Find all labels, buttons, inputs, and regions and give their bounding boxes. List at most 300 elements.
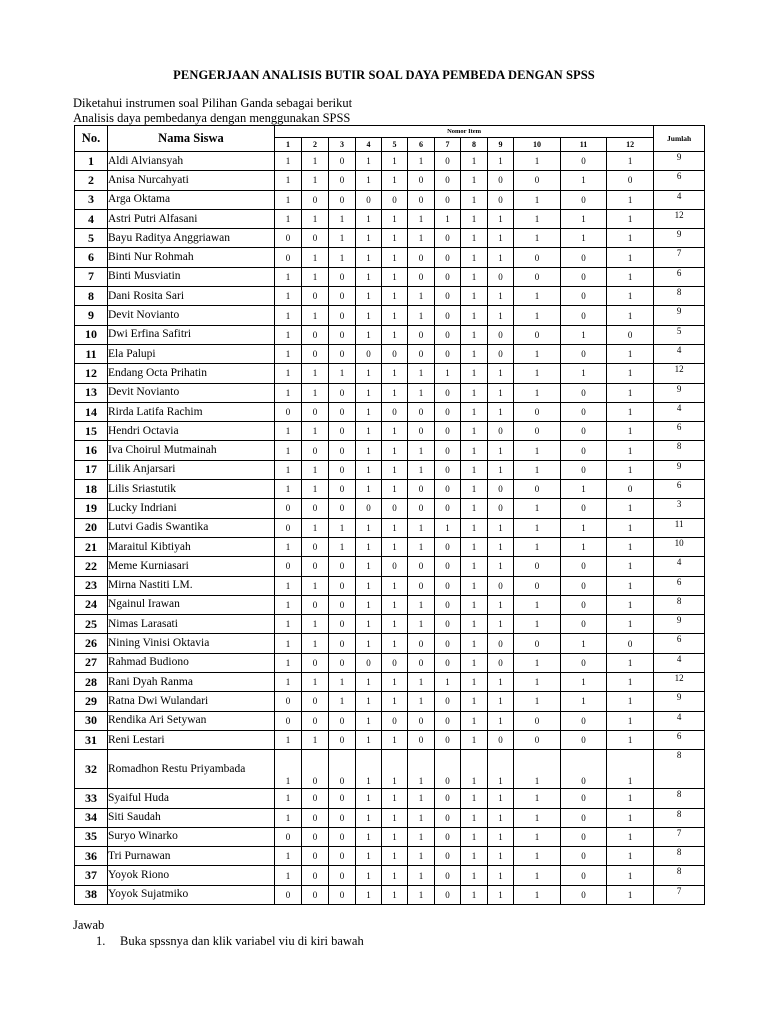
score-cell: 0: [329, 789, 356, 808]
row-number: 20: [75, 518, 108, 537]
header-item-6: 6: [408, 138, 435, 152]
score-cell: 1: [356, 576, 382, 595]
student-name: Lucky Indriani: [108, 499, 275, 518]
student-name: Rirda Latifa Rachim: [108, 402, 275, 421]
score-cell: 0: [302, 866, 329, 885]
score-cell: 1: [435, 364, 461, 383]
score-cell: 0: [514, 730, 561, 749]
score-cell: 1: [356, 306, 382, 325]
row-total: 6: [654, 576, 705, 595]
score-cell: 1: [356, 422, 382, 441]
score-cell: 1: [275, 576, 302, 595]
score-cell: 1: [514, 441, 561, 460]
score-cell: 1: [356, 750, 382, 789]
header-item-2: 2: [302, 138, 329, 152]
score-cell: 1: [488, 557, 514, 576]
score-cell: 1: [302, 248, 329, 267]
score-cell: 0: [488, 576, 514, 595]
score-cell: 0: [435, 171, 461, 190]
score-cell: 0: [435, 653, 461, 672]
score-cell: 1: [607, 306, 654, 325]
score-cell: 0: [435, 422, 461, 441]
score-cell: 1: [488, 866, 514, 885]
score-cell: 1: [488, 460, 514, 479]
score-cell: 0: [561, 576, 607, 595]
row-total: 9: [654, 229, 705, 248]
score-cell: 1: [329, 209, 356, 228]
score-cell: 1: [607, 711, 654, 730]
score-cell: 0: [435, 847, 461, 866]
score-cell: 0: [561, 287, 607, 306]
score-cell: 1: [461, 866, 488, 885]
score-cell: 1: [607, 209, 654, 228]
score-cell: 1: [514, 190, 561, 209]
score-cell: 1: [275, 730, 302, 749]
header-item-10: 10: [514, 138, 561, 152]
answer-label: Jawab: [73, 918, 105, 932]
score-cell: 0: [408, 730, 435, 749]
score-cell: 1: [275, 595, 302, 614]
score-cell: 1: [488, 537, 514, 556]
score-cell: 0: [561, 827, 607, 846]
student-name: Nimas Larasati: [108, 615, 275, 634]
score-cell: 1: [356, 557, 382, 576]
score-cell: 0: [561, 248, 607, 267]
score-cell: 1: [488, 750, 514, 789]
score-cell: 0: [302, 557, 329, 576]
score-cell: 0: [514, 267, 561, 286]
score-cell: 0: [435, 576, 461, 595]
score-cell: 1: [607, 267, 654, 286]
table-row: [75, 190, 705, 209]
score-cell: 1: [461, 344, 488, 363]
score-cell: 0: [329, 711, 356, 730]
score-cell: 0: [435, 537, 461, 556]
score-cell: 1: [607, 885, 654, 904]
score-cell: 1: [408, 152, 435, 171]
score-cell: 1: [514, 499, 561, 518]
score-cell: 0: [302, 190, 329, 209]
score-cell: 0: [329, 750, 356, 789]
row-number: 10: [75, 325, 108, 344]
score-cell: 1: [461, 267, 488, 286]
score-cell: 1: [329, 537, 356, 556]
score-cell: 1: [435, 673, 461, 692]
score-cell: 1: [302, 383, 329, 402]
score-cell: 1: [275, 209, 302, 228]
score-cell: 0: [275, 518, 302, 537]
row-total: 6: [654, 634, 705, 653]
score-cell: 1: [382, 885, 408, 904]
score-cell: 1: [329, 673, 356, 692]
score-cell: 1: [607, 576, 654, 595]
score-cell: 1: [561, 364, 607, 383]
score-cell: 1: [607, 730, 654, 749]
score-cell: 1: [329, 229, 356, 248]
score-cell: 1: [408, 460, 435, 479]
score-cell: 0: [488, 344, 514, 363]
score-cell: 0: [488, 634, 514, 653]
score-cell: 0: [302, 808, 329, 827]
header-item-11: 11: [561, 138, 607, 152]
header-item-12: 12: [607, 138, 654, 152]
score-cell: 1: [514, 595, 561, 614]
score-cell: 1: [514, 808, 561, 827]
score-cell: 1: [607, 402, 654, 421]
row-total: 8: [654, 789, 705, 808]
score-cell: 1: [356, 866, 382, 885]
row-total: 12: [654, 209, 705, 228]
score-cell: 1: [329, 248, 356, 267]
score-cell: 0: [408, 576, 435, 595]
score-cell: 1: [356, 209, 382, 228]
score-cell: 1: [275, 383, 302, 402]
score-cell: 0: [302, 499, 329, 518]
row-number: 9: [75, 306, 108, 325]
score-cell: 0: [329, 383, 356, 402]
score-cell: 1: [461, 847, 488, 866]
score-cell: 1: [408, 595, 435, 614]
score-cell: 1: [514, 460, 561, 479]
score-cell: 1: [561, 634, 607, 653]
row-number: 24: [75, 595, 108, 614]
score-cell: 1: [488, 402, 514, 421]
row-total: 4: [654, 402, 705, 421]
score-cell: 0: [561, 152, 607, 171]
score-cell: 0: [435, 460, 461, 479]
score-cell: 0: [561, 306, 607, 325]
score-cell: 0: [329, 847, 356, 866]
score-cell: 1: [275, 171, 302, 190]
score-cell: 1: [275, 267, 302, 286]
score-cell: 1: [382, 306, 408, 325]
score-cell: 1: [275, 460, 302, 479]
row-total: 9: [654, 152, 705, 171]
score-cell: 0: [408, 653, 435, 672]
score-cell: 1: [408, 441, 435, 460]
step-text: Buka spssnya dan klik variabel viu di kiri bawah: [120, 934, 364, 948]
score-cell: 1: [561, 209, 607, 228]
score-cell: 1: [408, 789, 435, 808]
score-cell: 1: [382, 808, 408, 827]
student-name: Dani Rosita Sari: [108, 287, 275, 306]
row-number: 8: [75, 287, 108, 306]
table-row: [75, 789, 705, 808]
score-cell: 1: [275, 750, 302, 789]
score-cell: 1: [356, 615, 382, 634]
score-cell: 1: [356, 595, 382, 614]
row-number: 16: [75, 441, 108, 460]
student-name: Endang Octa Prihatin: [108, 364, 275, 383]
row-total: 9: [654, 306, 705, 325]
score-cell: 0: [435, 634, 461, 653]
row-total: 6: [654, 480, 705, 499]
score-cell: 1: [488, 229, 514, 248]
score-cell: 0: [561, 595, 607, 614]
row-number: 30: [75, 711, 108, 730]
score-cell: 1: [382, 171, 408, 190]
score-cell: 0: [275, 248, 302, 267]
score-cell: 0: [329, 402, 356, 421]
score-cell: 0: [329, 730, 356, 749]
score-cell: 0: [302, 692, 329, 711]
score-cell: 1: [488, 827, 514, 846]
score-cell: 1: [408, 287, 435, 306]
row-total: 9: [654, 383, 705, 402]
score-cell: 0: [561, 557, 607, 576]
score-cell: 1: [408, 808, 435, 827]
score-cell: 1: [382, 673, 408, 692]
score-cell: 0: [329, 653, 356, 672]
score-cell: 1: [408, 866, 435, 885]
score-cell: 0: [408, 557, 435, 576]
score-cell: 1: [514, 209, 561, 228]
score-cell: 1: [561, 480, 607, 499]
score-cell: 1: [488, 789, 514, 808]
score-cell: 1: [607, 499, 654, 518]
score-cell: 1: [461, 480, 488, 499]
score-cell: 1: [302, 518, 329, 537]
score-cell: 1: [382, 364, 408, 383]
score-cell: 0: [382, 557, 408, 576]
score-cell: 1: [356, 847, 382, 866]
score-cell: 0: [435, 267, 461, 286]
score-cell: 0: [356, 499, 382, 518]
student-name: Ela Palupi: [108, 344, 275, 363]
score-cell: 1: [607, 847, 654, 866]
score-cell: 1: [408, 750, 435, 789]
step-number: 1.: [96, 934, 106, 948]
score-cell: 1: [382, 383, 408, 402]
score-cell: 1: [435, 209, 461, 228]
score-cell: 0: [302, 847, 329, 866]
row-total: 8: [654, 808, 705, 827]
row-total: 8: [654, 441, 705, 460]
score-cell: 1: [514, 692, 561, 711]
score-cell: 0: [408, 171, 435, 190]
table-row: [75, 209, 705, 228]
score-cell: 0: [488, 730, 514, 749]
row-number: 15: [75, 422, 108, 441]
table-row: [75, 827, 705, 846]
score-cell: 1: [561, 171, 607, 190]
score-cell: 1: [514, 847, 561, 866]
score-cell: 0: [356, 653, 382, 672]
score-cell: 0: [329, 287, 356, 306]
score-cell: 1: [461, 808, 488, 827]
table-row: [75, 692, 705, 711]
score-cell: 0: [488, 653, 514, 672]
row-total: 11: [654, 518, 705, 537]
row-total: 12: [654, 364, 705, 383]
score-cell: 0: [561, 190, 607, 209]
score-cell: 0: [561, 460, 607, 479]
score-cell: 1: [514, 344, 561, 363]
score-cell: 1: [607, 595, 654, 614]
table-row: [75, 866, 705, 885]
score-cell: 1: [461, 673, 488, 692]
score-cell: 1: [382, 480, 408, 499]
score-cell: 1: [514, 615, 561, 634]
score-cell: 1: [382, 692, 408, 711]
score-cell: 0: [607, 171, 654, 190]
score-cell: 0: [329, 866, 356, 885]
score-cell: 1: [382, 595, 408, 614]
score-cell: 1: [408, 537, 435, 556]
score-cell: 1: [408, 885, 435, 904]
score-cell: 0: [561, 344, 607, 363]
score-cell: 1: [356, 325, 382, 344]
score-cell: 0: [561, 789, 607, 808]
row-number: 18: [75, 480, 108, 499]
score-cell: 1: [607, 518, 654, 537]
score-cell: 1: [607, 248, 654, 267]
score-cell: 0: [302, 827, 329, 846]
student-name: Yoyok Sujatmiko: [108, 885, 275, 904]
score-cell: 0: [607, 634, 654, 653]
score-cell: 0: [275, 402, 302, 421]
score-cell: 1: [607, 460, 654, 479]
student-name: Tri Purnawan: [108, 847, 275, 866]
row-total: 4: [654, 344, 705, 363]
score-cell: 0: [329, 325, 356, 344]
score-cell: 0: [435, 557, 461, 576]
table-row: [75, 557, 705, 576]
row-number: 23: [75, 576, 108, 595]
score-cell: 1: [275, 364, 302, 383]
score-cell: 0: [302, 750, 329, 789]
score-cell: 1: [561, 673, 607, 692]
score-cell: 1: [607, 344, 654, 363]
row-number: 35: [75, 827, 108, 846]
score-cell: 0: [561, 267, 607, 286]
student-name: Maraitul Kibtiyah: [108, 537, 275, 556]
header-item-3: 3: [329, 138, 356, 152]
score-cell: 1: [461, 653, 488, 672]
score-cell: 1: [488, 808, 514, 827]
score-cell: 0: [302, 653, 329, 672]
student-name: Syaiful Huda: [108, 789, 275, 808]
score-cell: 1: [275, 480, 302, 499]
score-cell: 1: [356, 364, 382, 383]
score-cell: 1: [382, 152, 408, 171]
document-title: PENGERJAAN ANALISIS BUTIR SOAL DAYA PEMBEDA DENGAN SPSS: [173, 68, 595, 82]
score-cell: 1: [514, 518, 561, 537]
score-cell: 0: [488, 267, 514, 286]
score-cell: 0: [561, 866, 607, 885]
score-cell: 1: [607, 537, 654, 556]
score-cell: 1: [382, 730, 408, 749]
score-cell: 1: [461, 557, 488, 576]
row-number: 34: [75, 808, 108, 827]
score-cell: 1: [488, 441, 514, 460]
score-cell: 1: [275, 653, 302, 672]
score-cell: 0: [275, 499, 302, 518]
row-number: 26: [75, 634, 108, 653]
score-cell: 1: [488, 595, 514, 614]
score-cell: 1: [607, 866, 654, 885]
table-row: [75, 576, 705, 595]
score-cell: 1: [382, 750, 408, 789]
score-cell: 1: [461, 460, 488, 479]
student-name: Suryo Winarko: [108, 827, 275, 846]
score-cell: 1: [607, 615, 654, 634]
score-cell: 1: [302, 615, 329, 634]
score-cell: 0: [435, 730, 461, 749]
score-cell: 1: [302, 364, 329, 383]
score-cell: 0: [435, 808, 461, 827]
score-cell: 1: [382, 789, 408, 808]
score-cell: 1: [382, 441, 408, 460]
score-cell: 0: [382, 344, 408, 363]
score-cell: 0: [302, 441, 329, 460]
score-cell: 0: [382, 653, 408, 672]
score-cell: 0: [514, 325, 561, 344]
score-cell: 1: [461, 789, 488, 808]
score-cell: 1: [607, 152, 654, 171]
score-cell: 1: [329, 692, 356, 711]
score-cell: 0: [435, 383, 461, 402]
score-cell: 0: [302, 595, 329, 614]
score-cell: 1: [329, 364, 356, 383]
score-cell: 0: [561, 383, 607, 402]
table-row: [75, 499, 705, 518]
score-cell: 0: [275, 692, 302, 711]
score-cell: 1: [382, 847, 408, 866]
score-cell: 1: [275, 673, 302, 692]
score-cell: 0: [275, 885, 302, 904]
student-name: Hendri Octavia: [108, 422, 275, 441]
score-cell: 0: [275, 557, 302, 576]
score-cell: 1: [561, 692, 607, 711]
row-number: 36: [75, 847, 108, 866]
score-cell: 1: [356, 673, 382, 692]
score-cell: 1: [488, 209, 514, 228]
student-name: Ngainul Irawan: [108, 595, 275, 614]
score-cell: 1: [356, 152, 382, 171]
score-cell: 1: [488, 692, 514, 711]
score-cell: 1: [275, 325, 302, 344]
student-name: Dwi Erfina Safitri: [108, 325, 275, 344]
table-row: [75, 847, 705, 866]
score-cell: 0: [561, 808, 607, 827]
score-cell: 1: [408, 383, 435, 402]
score-cell: 0: [435, 711, 461, 730]
row-total: 8: [654, 287, 705, 306]
score-cell: 1: [408, 615, 435, 634]
row-number: 21: [75, 537, 108, 556]
score-cell: 1: [607, 808, 654, 827]
table-row: [75, 595, 705, 614]
score-cell: 1: [302, 267, 329, 286]
score-cell: 0: [275, 827, 302, 846]
score-cell: 1: [488, 615, 514, 634]
score-cell: 1: [561, 229, 607, 248]
student-name: Reni Lestari: [108, 730, 275, 749]
score-cell: 0: [561, 653, 607, 672]
score-cell: 1: [408, 306, 435, 325]
row-number: 29: [75, 692, 108, 711]
score-cell: 1: [382, 460, 408, 479]
score-cell: 1: [408, 364, 435, 383]
score-cell: 1: [461, 537, 488, 556]
score-cell: 1: [514, 364, 561, 383]
score-cell: 0: [561, 615, 607, 634]
header-item-5: 5: [382, 138, 408, 152]
header-item-1: 1: [275, 138, 302, 152]
score-cell: 1: [302, 171, 329, 190]
score-cell: 1: [356, 692, 382, 711]
